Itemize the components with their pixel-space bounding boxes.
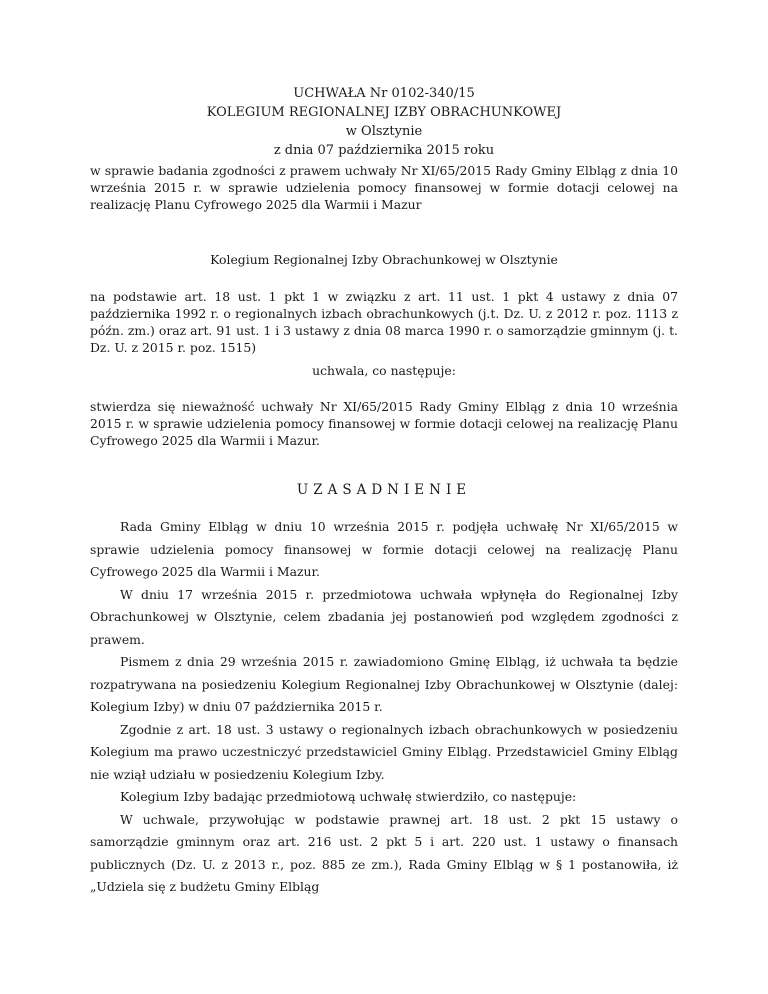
justification-paragraph: Pismem z dnia 29 września 2015 r. zawiadomiono Gminę Elbląg, iż uchwała ta będzie rozpatrywana na posiedzeniu Kolegium Regionalnej Izby Obrachunkowej w Olsztynie (dalej: Kolegium Izby) w dniu 07 października 2015 r.	[90, 654, 678, 714]
justification-paragraph: W uchwale, przywołując w podstawie prawnej art. 18 ust. 2 pkt 15 ustawy o samorządzie gminnym oraz art. 216 ust. 2 pkt 5 i art. 220 ust. 1 ustawy o finansach publicznych (Dz. U. z 2013 r., poz. 885 ze zm.), Rada Gminy Elbląg w § 1 postanowiła, iż „Udziela się z budżetu Gminy Elbląg	[90, 811, 678, 894]
body-name: Kolegium Regionalnej Izby Obrachunkowej w Olsztynie	[210, 252, 558, 267]
justification-paragraph: Rada Gminy Elbląg w dniu 10 września 2015 r. podjęła uchwałę Nr XI/65/2015 w sprawie udzielenia pomocy finansowej w formie dotacji celowej na realizację Planu Cyfrowego 2025 dla Warmii i Mazur.	[90, 519, 678, 579]
resolution-number: UCHWAŁA Nr 0102-340/15	[293, 86, 475, 101]
resolution-date: z dnia 07 października 2015 roku	[273, 143, 495, 158]
justification-paragraph: Zgodnie z art. 18 ust. 3 ustawy o regionalnych izbach obrachunkowych w posiedzeniu Kolegium ma prawo uczestniczyć przedstawiciel Gminy Elbląg. Przedstawiciel Gminy Elbląg nie wziął udziału w posiedzeniu Kolegium Izby.	[90, 721, 678, 782]
document-header	[0, 84, 768, 160]
decision-text: stwierdza się nieważność uchwały Nr XI/65/2015 Rady Gminy Elbląg z dnia 10 września 2015 r. w sprawie udzielenia pomocy finansowej w formie dotacji celowej na realizację Planu Cyfrowego 2025 dla Warmii i Mazur.	[90, 399, 678, 448]
justification-paragraph: W dniu 17 września 2015 r. przedmiotowa uchwała wpłynęła do Regionalnej Izby Obrachunkowej w Olsztynie, celem zbadania jej postanowień pod względem zgodności z prawem.	[90, 586, 678, 647]
issuing-body: KOLEGIUM REGIONALNEJ IZBY OBRACHUNKOWEJ	[206, 105, 562, 120]
issuing-location: w Olsztynie	[345, 124, 423, 139]
legal-basis: na podstawie art. 18 ust. 1 pkt 1 w związku z art. 11 ust. 1 pkt 4 ustawy z dnia 07 października 1992 r. o regionalnych izbach obrachunkowych (j.t. Dz. U. z 2012 r. poz. 1113 z późn. zm.) oraz art. 91 ust. 1 i 3 ustawy z dnia 08 marca 1990 r. o samorządzie gminnym (j. t. Dz. U. z 2015 r. poz. 1515)	[90, 289, 678, 355]
justification-title: UZASADNIENIE	[296, 482, 472, 498]
resolution-subject: w sprawie badania zgodności z prawem uchwały Nr XI/65/2015 Rady Gminy Elbląg z dnia 10 września 2015 r. w sprawie udzielenia pomocy finansowej w formie dotacji celowej na realizację Planu Cyfrowego 2025 dla Warmii i Mazur	[90, 163, 678, 212]
resolves-line: uchwala, co następuje:	[312, 363, 456, 378]
justification-body	[90, 516, 678, 899]
justification-paragraph: Kolegium Izby badając przedmiotową uchwałę stwierdziło, co następuje:	[120, 789, 577, 804]
